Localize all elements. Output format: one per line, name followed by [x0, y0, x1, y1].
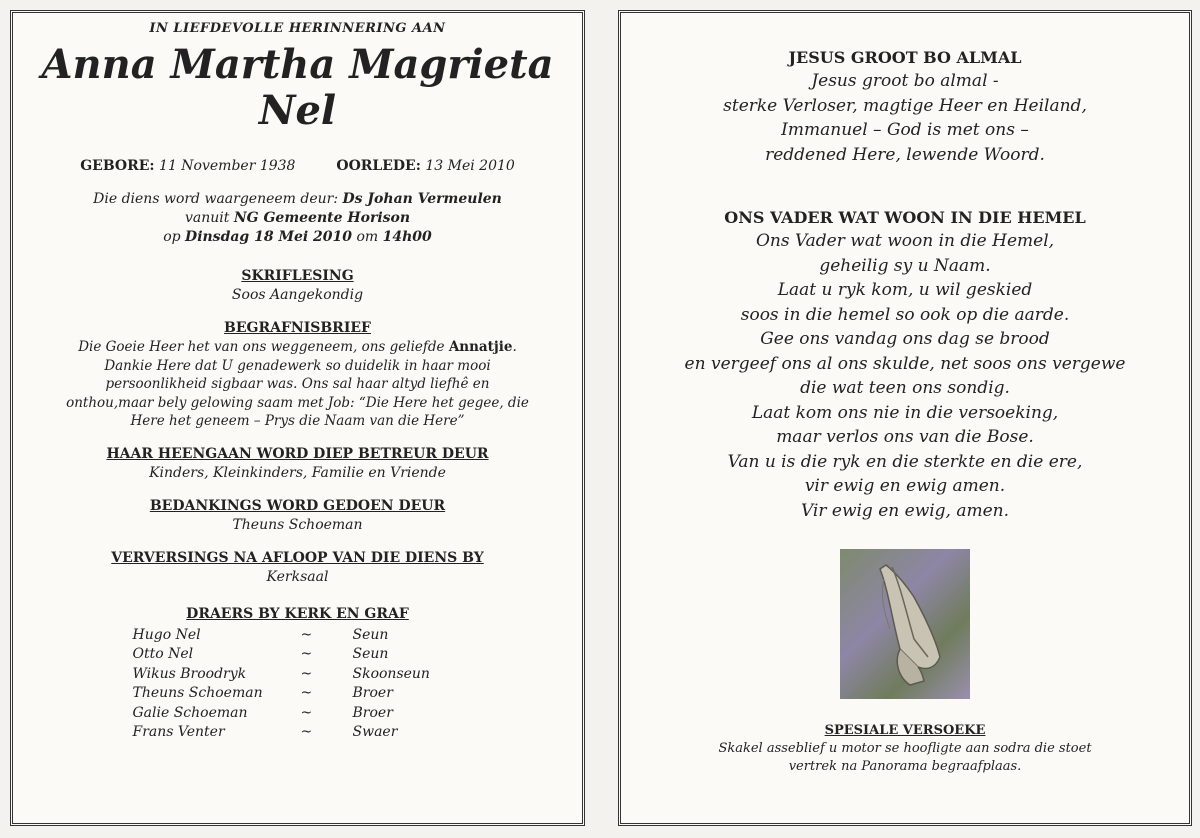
song-line: en vergeef ons al ons skulde, net soos ons vergewe [684, 353, 1126, 374]
letter-line: Here het geneem – Prys die Naam van die Here” [130, 413, 465, 429]
song-line: Laat u ryk kom, u wil geskied [777, 280, 1033, 300]
bearers-table [133, 626, 463, 743]
name-line-1: Anna Martha Magrieta [41, 41, 554, 88]
reading-section [13, 267, 582, 305]
letter-line: persoonlikheid sigbaar was. Ons sal haar altyd liefhê en [105, 376, 490, 392]
thanks-section [13, 497, 582, 535]
song-line: Jesus groot bo almal - [811, 71, 999, 91]
song1-title: JESUS GROOT BO ALMAL [788, 48, 1022, 67]
bearer-relation: Broer [352, 704, 393, 721]
song-line: Ons Vader wat woon in die Hemel, [755, 231, 1055, 251]
bearer-tilde: ~ [300, 704, 313, 721]
bearer-name: Wikus Broodryk [132, 665, 247, 682]
song-line: Gee ons vandag ons dag se brood [760, 329, 1050, 349]
letter-line: onthou,maar bely gelowing saam met Job: “Die Here het gegee, die [66, 394, 529, 411]
letter-name: Annatjie [448, 339, 513, 355]
name-line-2: Nel [258, 87, 337, 134]
letter-start: Die Goeie Heer het van ons weggeneem, ons geliefde [78, 339, 445, 355]
song-line: reddened Here, lewende Woord. [765, 144, 1045, 165]
song-line: Laat kom ons nie in die versoeking, [751, 402, 1059, 423]
bearer-name: Frans Venter [132, 724, 225, 740]
reading-heading: SKRIFLESING [241, 268, 354, 284]
refresh-heading: VERVERSINGS NA AFLOOP VAN DIE DIENS BY [111, 549, 484, 566]
song-line: maar verlos ons van die Bose. [776, 427, 1034, 447]
song-ons-vader [621, 207, 1189, 523]
bearer-name: Otto Nel [132, 646, 194, 662]
church-name: NG Gemeente Horison [233, 210, 411, 226]
born-label: GEBORE: [80, 158, 155, 174]
intro-line: IN LIEFDEVOLLE HERINNERING AAN [149, 21, 446, 36]
service-details [13, 190, 582, 247]
letter-body [13, 338, 582, 431]
letter-line: Dankie Here dat U genadewerk so duidelik in haar mooi [104, 357, 491, 374]
song-line: Van u is die ryk en die sterkte en die ere, [727, 451, 1083, 472]
letter-heading: BEGRAFNISBRIEF [224, 320, 371, 336]
bearer-name: Hugo Nel [132, 626, 201, 643]
service-date: Dinsdag 18 Mei 2010 [185, 229, 353, 245]
bearer-tilde: ~ [300, 665, 313, 682]
mourn-text: Kinders, Kleinkinders, Familie en Vriende [149, 464, 446, 481]
from-prefix: vanuit [184, 210, 230, 226]
song-line: vir ewig en ewig amen. [804, 476, 1006, 496]
bearer-tilde: ~ [300, 685, 313, 701]
special-heading: SPESIALE VERSOEKE [824, 723, 986, 738]
special-line: Skakel asseblief u motor se hoofligte aan sodra die stoet [718, 741, 1092, 756]
bearer-relation: Broer [352, 685, 393, 701]
praying-hands-icon [840, 549, 970, 699]
refresh-text: Kerksaal [266, 568, 329, 585]
bearer-relation: Swaer [352, 724, 398, 740]
mourn-section [13, 445, 582, 483]
right-page [618, 10, 1192, 826]
special-line: vertrek na Panorama begraafplaas. [788, 759, 1022, 774]
bearers-section [13, 605, 582, 743]
service-time: 14h00 [382, 229, 432, 245]
thanks-text: Theuns Schoeman [232, 516, 363, 533]
bearer-tilde: ~ [300, 646, 313, 662]
thanks-heading: BEDANKINGS WORD GEDOEN DEUR [149, 497, 446, 514]
table-row [133, 665, 463, 685]
refresh-section [13, 549, 582, 587]
dates-line [13, 158, 582, 174]
at-word: om [356, 229, 379, 245]
table-row [133, 645, 463, 665]
bearer-relation: Skoonseun [352, 665, 430, 682]
bearer-tilde: ~ [300, 626, 313, 643]
left-page [10, 10, 585, 826]
table-row [133, 684, 463, 704]
song-line: geheilig sy u Naam. [819, 255, 991, 276]
song-jesus-groot [621, 47, 1189, 167]
table-row [133, 704, 463, 724]
minister-name: Ds Johan Vermeulen [342, 191, 502, 207]
song2-title: ONS VADER WAT WOON IN DIE HEMEL [724, 208, 1086, 227]
died-label: OORLEDE: [336, 158, 421, 174]
special-requests [621, 721, 1189, 776]
bearer-tilde: ~ [300, 724, 313, 740]
born-date: 11 November 1938 [159, 158, 296, 174]
died-date: 13 Mei 2010 [425, 158, 515, 174]
table-row [133, 723, 463, 743]
reading-text: Soos Aangekondig [231, 287, 364, 303]
song-line: Vir ewig en ewig, amen. [800, 500, 1010, 521]
service-prefix: Die diens word waargeneem deur: [93, 191, 339, 207]
bearer-name: Theuns Schoeman [132, 685, 263, 701]
table-row [133, 626, 463, 646]
bearer-relation: Seun [352, 646, 389, 662]
bearer-relation: Seun [352, 626, 389, 643]
on-prefix: op [163, 229, 181, 245]
song-line: sterke Verloser, magtige Heer en Heiland, [723, 95, 1087, 116]
letter-section [13, 319, 582, 431]
song-line: die wat teen ons sondig. [800, 378, 1010, 398]
bearer-name: Galie Schoeman [132, 704, 248, 721]
song-line: soos in die hemel so ook op die aarde. [740, 304, 1070, 325]
letter-dot: . [512, 339, 517, 355]
song-line: Immanuel – God is met ons – [781, 120, 1029, 140]
bearers-heading: DRAERS BY KERK EN GRAF [186, 605, 409, 622]
deceased-name [13, 42, 582, 134]
mourn-heading: HAAR HEENGAAN WORD DIEP BETREUR DEUR [106, 445, 489, 462]
